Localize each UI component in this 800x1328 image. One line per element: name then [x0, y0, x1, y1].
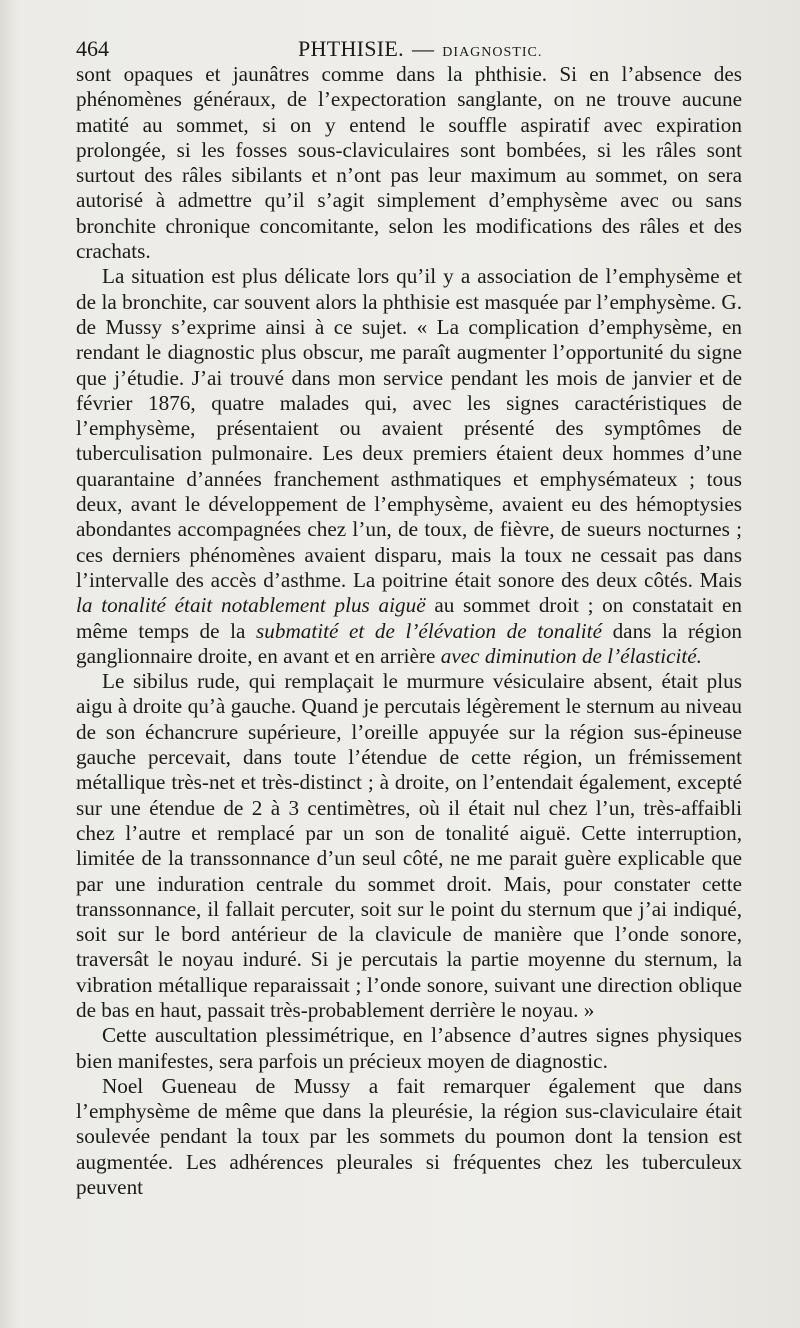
italic-phrase-1: la tonalité était notablement plus aiguë	[76, 593, 426, 618]
paragraph-2	[76, 264, 742, 669]
page-number: 464	[76, 36, 109, 61]
paragraph-1: sont opaques et jaunâtres comme dans la phthisie. Si en l’absence des phénomènes généraux, de l’expectoration sanglante, on ne trouve aucune matité au sommet, si on y entend le souffle aspiratif avec expiration prolongée, si les fosses sous-claviculaires sont bombées, si les râles sont surtout des râles sibilants et n’ont pas leur maximum au sommet, on sera autorisé à admettre qu’il s’agit simplement d’emphysème avec ou sans bronchite chronique concomitante, selon les modifications des râles et des crachats.	[76, 62, 742, 264]
italic-phrase-3: avec diminution de l’élasticité.	[440, 643, 702, 668]
paragraph-5: Noel Gueneau de Mussy a fait remarquer également que dans l’emphysème de même que dans la pleurésie, la région sus-claviculaire était soulevée pendant la toux par les sommets du poumon dont la tension est augmentée. Les adhérences pleurales si fréquentes chez les tuberculeux peuvent	[76, 1073, 742, 1200]
paragraph-2-text-2: au sommet droit ; on constatait en même temps de la	[76, 593, 742, 643]
chapter-title: PHTHISIE.	[298, 36, 404, 61]
italic-phrase-2: submatité et de l’élévation de tonalité	[256, 618, 602, 643]
paragraph-4: Cette auscultation plessimétrique, en l’absence d’autres signes physiques bien manifestes, sera parfois un précieux moyen de diagnostic.	[76, 1023, 742, 1073]
paragraph-2-text-3: dans la région ganglionnaire droite, en avant et en arrière	[76, 618, 743, 668]
title-separator: —	[411, 36, 435, 61]
section-title: DIAGNOSTIC.	[442, 45, 543, 60]
paragraph-3: Le sibilus rude, qui remplaçait le murmure vésiculaire absent, était plus aigu à droite qu’à gauche. Quand je percutais légèrement le sternum au niveau de son échancrure supérieure, l’oreille appuyée sur la région sus-épineuse gauche percevait, dans toute l’étendue de cette région, un frémissement métallique très-net et très-distinct ; à droite, on l’entendait également, excepté sur une étendue de 2 à 3 centimètres, où il était nul chez l’un, très-affaibli chez l’autre et remplacé par un son de tonalité aiguë. Cette interruption, limitée de la transsonnance d’un seul côté, ne me parait guère explicable que par une induration centrale du sommet droit. Mais, pour constater cette transsonnance, il fallait percuter, soit sur le point du sternum que j’ai indiqué, soit sur le bord antérieur de la clavicule de manière que l’onde sonore, traversât le noyau induré. Si je percutais la partie moyenne du sternum, la vibration métallique reparaissait ; l’onde sonore, suivant une direction oblique de bas en haut, passait très-probablement derrière le noyau. »	[76, 669, 742, 1022]
paragraph-2-text: La situation est plus délicate lors qu’il y a association de l’emphysème et de la bronchite, car souvent alors la phthisie est masquée par l’emphysème. G. de Mussy s’exprime ainsi à ce sujet. « La complication d’emphysème, en rendant le diagnostic plus obscur, me paraît augmenter l’opportunité du signe que j’étudie. J’ai trouvé dans mon service pendant les mois de janvier et de février 1876, quatre malades qui, avec les signes caractéristiques de l’emphysème, présentaient ou avaient présenté des symptômes de tuberculisation pulmonaire. Les deux premiers étaient deux hommes d’une quarantaine d’années franchement asthmatiques et emphysémateux ; tous deux, avant le développement de l’emphysème, avaient eu des hémoptysies abondantes accompagnées chez l’un, de toux, de fièvre, de sueurs nocturnes ; ces derniers phénomènes avaient disparu, mais la toux ne cessait pas dans l’intervalle des accès d’asthme. La poitrine était sonore des deux côtés. Mais	[76, 264, 742, 592]
page-body	[76, 62, 742, 1200]
running-header	[76, 34, 742, 64]
